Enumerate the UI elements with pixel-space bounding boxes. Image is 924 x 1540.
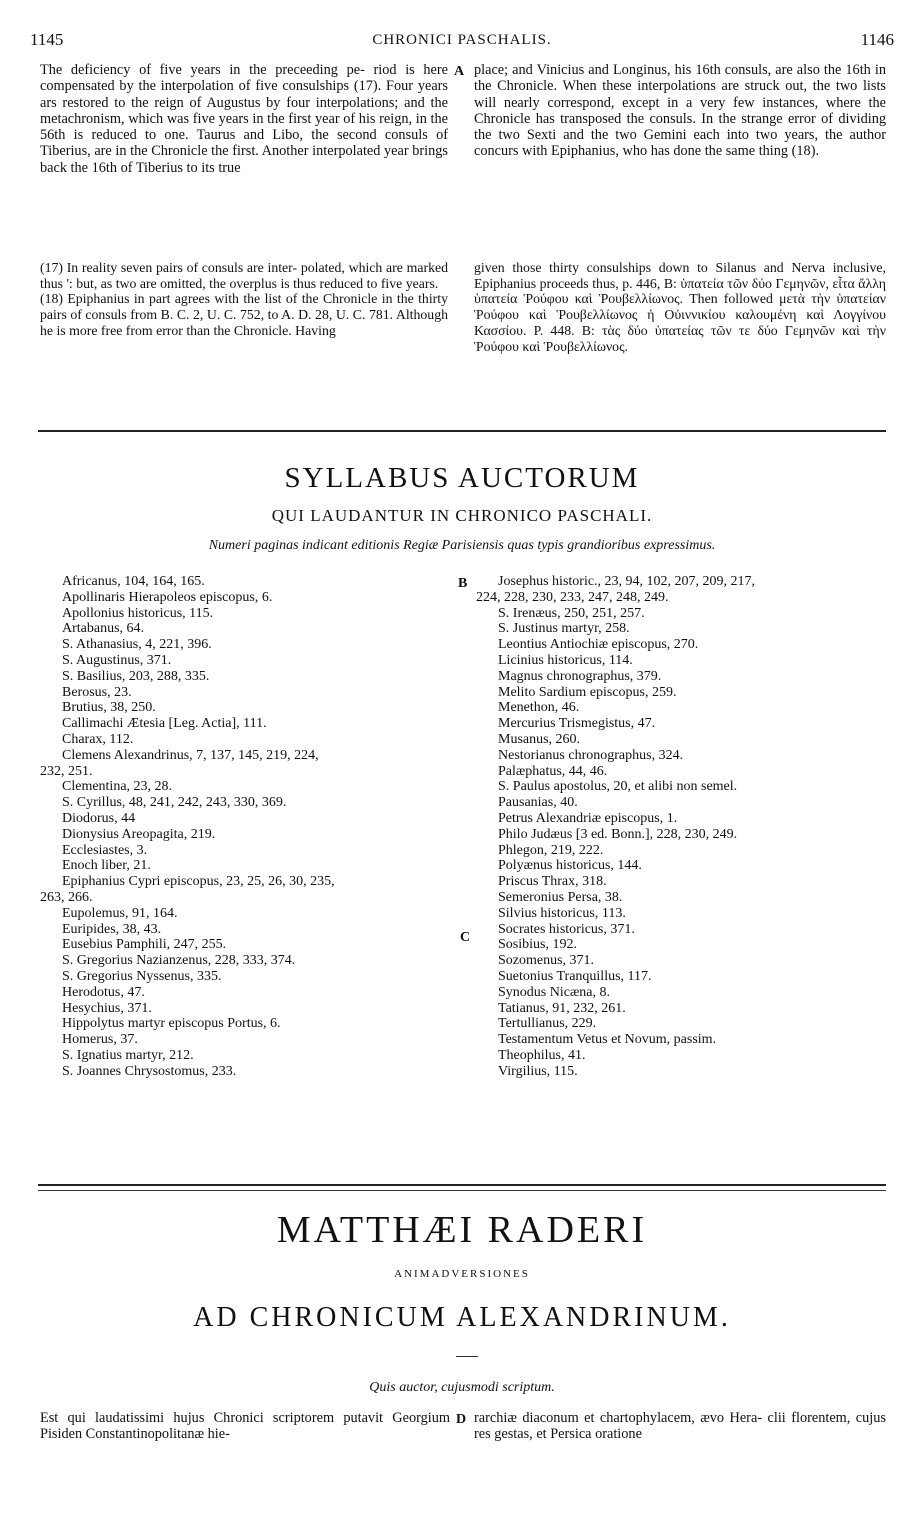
syllabus-entry: Africanus, 104, 164, 165.: [62, 574, 205, 589]
margin-marker-b: B: [458, 576, 468, 591]
syllabus-entry: S. Basilius, 203, 288, 335.: [62, 668, 210, 684]
section-heading: Quis auctor, cujusmodi scriptum.: [369, 1380, 555, 1395]
syllabus-entry: Musanus, 260.: [498, 731, 581, 747]
footnotes-left-column: [40, 260, 448, 339]
syllabus-entry: Apollinaris Hierapoleos episcopus, 6.: [62, 589, 273, 605]
syllabus-entry: Phlegon, 219, 222.: [498, 842, 604, 858]
syllabus-entry: Berosus, 23.: [62, 684, 132, 700]
syllabus-entry: Euripides, 38, 43.: [62, 921, 162, 937]
syllabus-entry: Diodorus, 44: [62, 810, 136, 826]
syllabus-entry: Clementina, 23, 28.: [62, 779, 173, 795]
syllabus-entry: S. Joannes Chrysostomus, 233.: [62, 1063, 237, 1079]
syllabus-entry: Testamentum Vetus et Novum, passim.: [498, 1032, 717, 1048]
syllabus-entry: Artabanus, 64.: [62, 621, 145, 637]
commentary-paragraph-left: The deficiency of five years in the preceeding pe- riod is here compensated by the interpolation of five consulships (17). Four years ars restored to the reign of Augustus by four interpolations; and the metachronism, which was five years in the first year of his reign, in the 56th is reduced to one. Taurus and Libo, the second consuls of Tiberius, are in the Chronicle the first. Another interpolated year brings back the 16th of Tiberius to its true: [40, 62, 448, 176]
syllabus-entry: Eusebius Pamphili, 247, 255.: [62, 937, 227, 953]
syllabus-entry: Eupolemus, 91, 164.: [62, 905, 178, 921]
syllabus-left-list: [40, 574, 460, 1080]
section-divider-2: [38, 1184, 886, 1186]
syllabus-entry: Leontius Antiochiæ episcopus, 270.: [498, 637, 699, 653]
section-divider-2-thin: [38, 1190, 886, 1191]
syllabus-entry: Socrates historicus, 371.: [498, 921, 635, 937]
rader-body-right: rarchiæ diaconum et chartophylacem, ævo Hera- clii florentem, cujus res gestas, et Persica oratione: [474, 1410, 886, 1442]
syllabus-entry: Mercurius Trismegistus, 47.: [498, 716, 656, 732]
syllabus-entry: Nestorianus chronographus, 324.: [498, 747, 684, 763]
syllabus-entry: Synodus Nicæna, 8.: [498, 984, 610, 1000]
syllabus-entry: Enoch liber, 21.: [62, 858, 151, 874]
rader-body-left: Est qui laudatissimi hujus Chronici scriptorem putavit Georgium Pisiden Constantinopolitanæ hie-: [40, 1410, 450, 1442]
margin-marker-c: C: [460, 930, 471, 945]
footnotes-right-column: [474, 260, 886, 354]
footnote-18-part1: (18) Epiphanius in part agrees with the list of the Chronicle in the thirty pairs of consuls from B. C. 2, U. C. 752, to A. D. 28, U. C. 781. Although he is more free from error than the Chronicle. Having: [40, 291, 448, 338]
syllabus-entry: S. Gregorius Nazianzenus, 228, 333, 374.: [62, 953, 296, 969]
syllabus-entry: Suetonius Tranquillus, 117.: [498, 968, 652, 984]
rader-subtitle: ANIMADVERSIONES: [394, 1268, 530, 1280]
syllabus-entry: Priscus Thrax, 318.: [498, 874, 607, 890]
syllabus-right-list: [476, 574, 896, 1080]
ornament-dash: [456, 1356, 478, 1357]
margin-marker-d: D: [456, 1412, 467, 1427]
rader-heading: AD CHRONICUM ALEXANDRINUM.: [193, 1302, 731, 1333]
syllabus-entry: Brutius, 38, 250.: [62, 700, 156, 716]
syllabus-entry: S. Gregorius Nyssenus, 335.: [62, 968, 222, 984]
syllabus-entry: Herodotus, 47.: [62, 984, 145, 1000]
syllabus-subtitle: QUI LAUDANTUR IN CHRONICO PASCHALI.: [271, 506, 653, 525]
syllabus-entry: Josephus historic., 23, 94, 102, 207, 209, 217,: [498, 574, 756, 589]
syllabus-entry: Tertullianus, 229.: [498, 1016, 597, 1032]
syllabus-entry: Homerus, 37.: [62, 1032, 138, 1048]
syllabus-entry: Hippolytus martyr episcopus Portus, 6.: [62, 1016, 281, 1032]
syllabus-entry: 263, 266.: [40, 889, 93, 905]
syllabus-entry: Silvius historicus, 113.: [498, 905, 626, 921]
syllabus-entry: Magnus chronographus, 379.: [498, 668, 662, 684]
page-number-right: 1146: [860, 30, 894, 49]
rader-title: MATTHÆI RADERI: [276, 1209, 648, 1251]
syllabus-entry: Polyænus historicus, 144.: [498, 858, 642, 874]
syllabus-entry: Pausanias, 40.: [498, 795, 578, 811]
running-header: [30, 30, 894, 54]
footnote-17: (17) In reality seven pairs of consuls are inter- polated, which are marked thus ': but, as two are omitted, the overplus is thus reduced to five years.: [40, 260, 448, 291]
commentary-paragraph-right: place; and Vinicius and Longinus, his 16th consuls, are also the 16th in the Chronicle. When these interpolations are struck out, the two lists will nearly correspond, except in a very few instances, where the Chronicle has transposed the consuls. In the strange error of dividing the two Sexti and the two Gemini each into two years, the author concurs with Epiphanius, who has done the same thing (18).: [474, 62, 886, 160]
running-title: CHRONICI PASCHALIS.: [372, 32, 552, 48]
syllabus-entry: Semeronius Persa, 38.: [498, 889, 623, 905]
syllabus-entry: S. Justinus martyr, 258.: [498, 621, 630, 637]
footnote-18-part2: given those thirty consulships down to Silanus and Nerva inclusive, Epiphanius proceeds thus, p. 446, B: ὑπατεία τῶν δύο Γεμηνῶν, εἶτα ἄλλη ὑπατεία Ῥούφου καὶ Ῥουβελλίωνος. Then followed μετὰ τὴν ὑπατείαν Ῥούφου καὶ Ῥουβελλίωνος ἡ Οὐιννικίου καλουμένη καὶ Λογγίνου Κασσίου. P. 448. B: τὰς δύο ὑπατείας τῶν τε δύο Γεμηνῶν καὶ τὴν Ῥούφου καὶ Ῥουβελλίωνος.: [474, 260, 886, 354]
syllabus-entry: Tatianus, 91, 232, 261.: [498, 1000, 626, 1016]
page-number-left: 1145: [30, 30, 64, 49]
section-divider: [38, 430, 886, 432]
syllabus-entry: 232, 251.: [40, 763, 93, 779]
syllabus-entry: Dionysius Areopagita, 219.: [62, 826, 216, 842]
syllabus-entry: Virgilius, 115.: [498, 1063, 578, 1079]
syllabus-entry: Petrus Alexandriæ episcopus, 1.: [498, 810, 678, 826]
syllabus-title: SYLLABUS AUCTORUM: [284, 462, 640, 494]
syllabus-entry: Apollonius historicus, 115.: [62, 605, 214, 621]
syllabus-entry: Philo Judæus [3 ed. Bonn.], 228, 230, 249.: [498, 826, 738, 842]
commentary-right-column: [474, 62, 886, 160]
commentary-left-column: [40, 62, 448, 176]
syllabus-entry: 224, 228, 230, 233, 247, 248, 249.: [476, 589, 669, 605]
syllabus-entry: Palæphatus, 44, 46.: [498, 763, 608, 779]
syllabus-entry: Licinius historicus, 114.: [498, 652, 633, 668]
syllabus-entry: S. Paulus apostolus, 20, et alibi non semel.: [498, 779, 738, 795]
syllabus-entry: S. Augustinus, 371.: [62, 652, 172, 668]
syllabus-entry: Hesychius, 371.: [62, 1000, 152, 1016]
syllabus-note: Numeri paginas indicant editionis Regiæ Parisiensis quas typis grandioribus expressimus.: [208, 538, 716, 553]
syllabus-entry: S. Irenæus, 250, 251, 257.: [498, 605, 645, 621]
syllabus-entry: Sozomenus, 371.: [498, 953, 595, 969]
syllabus-entry: Charax, 112.: [62, 731, 134, 747]
syllabus-entry: Menethon, 46.: [498, 700, 580, 716]
syllabus-entry: Theophilus, 41.: [498, 1047, 586, 1063]
syllabus-entry: S. Cyrillus, 48, 241, 242, 243, 330, 369.: [62, 795, 287, 811]
syllabus-entry: Ecclesiastes, 3.: [62, 842, 148, 858]
syllabus-entry: Callimachi Ætesia [Leg. Actia], 111.: [62, 716, 267, 732]
margin-marker-a: A: [454, 64, 465, 79]
syllabus-entry: Sosibius, 192.: [498, 937, 577, 953]
syllabus-entry: S. Athanasius, 4, 221, 396.: [62, 637, 212, 653]
syllabus-entry: Epiphanius Cypri episcopus, 23, 25, 26, 30, 235,: [62, 874, 335, 890]
syllabus-entry: S. Ignatius martyr, 212.: [62, 1047, 194, 1063]
syllabus-entry: Melito Sardium episcopus, 259.: [498, 684, 677, 700]
syllabus-entry: Clemens Alexandrinus, 7, 137, 145, 219, 224,: [62, 747, 319, 763]
